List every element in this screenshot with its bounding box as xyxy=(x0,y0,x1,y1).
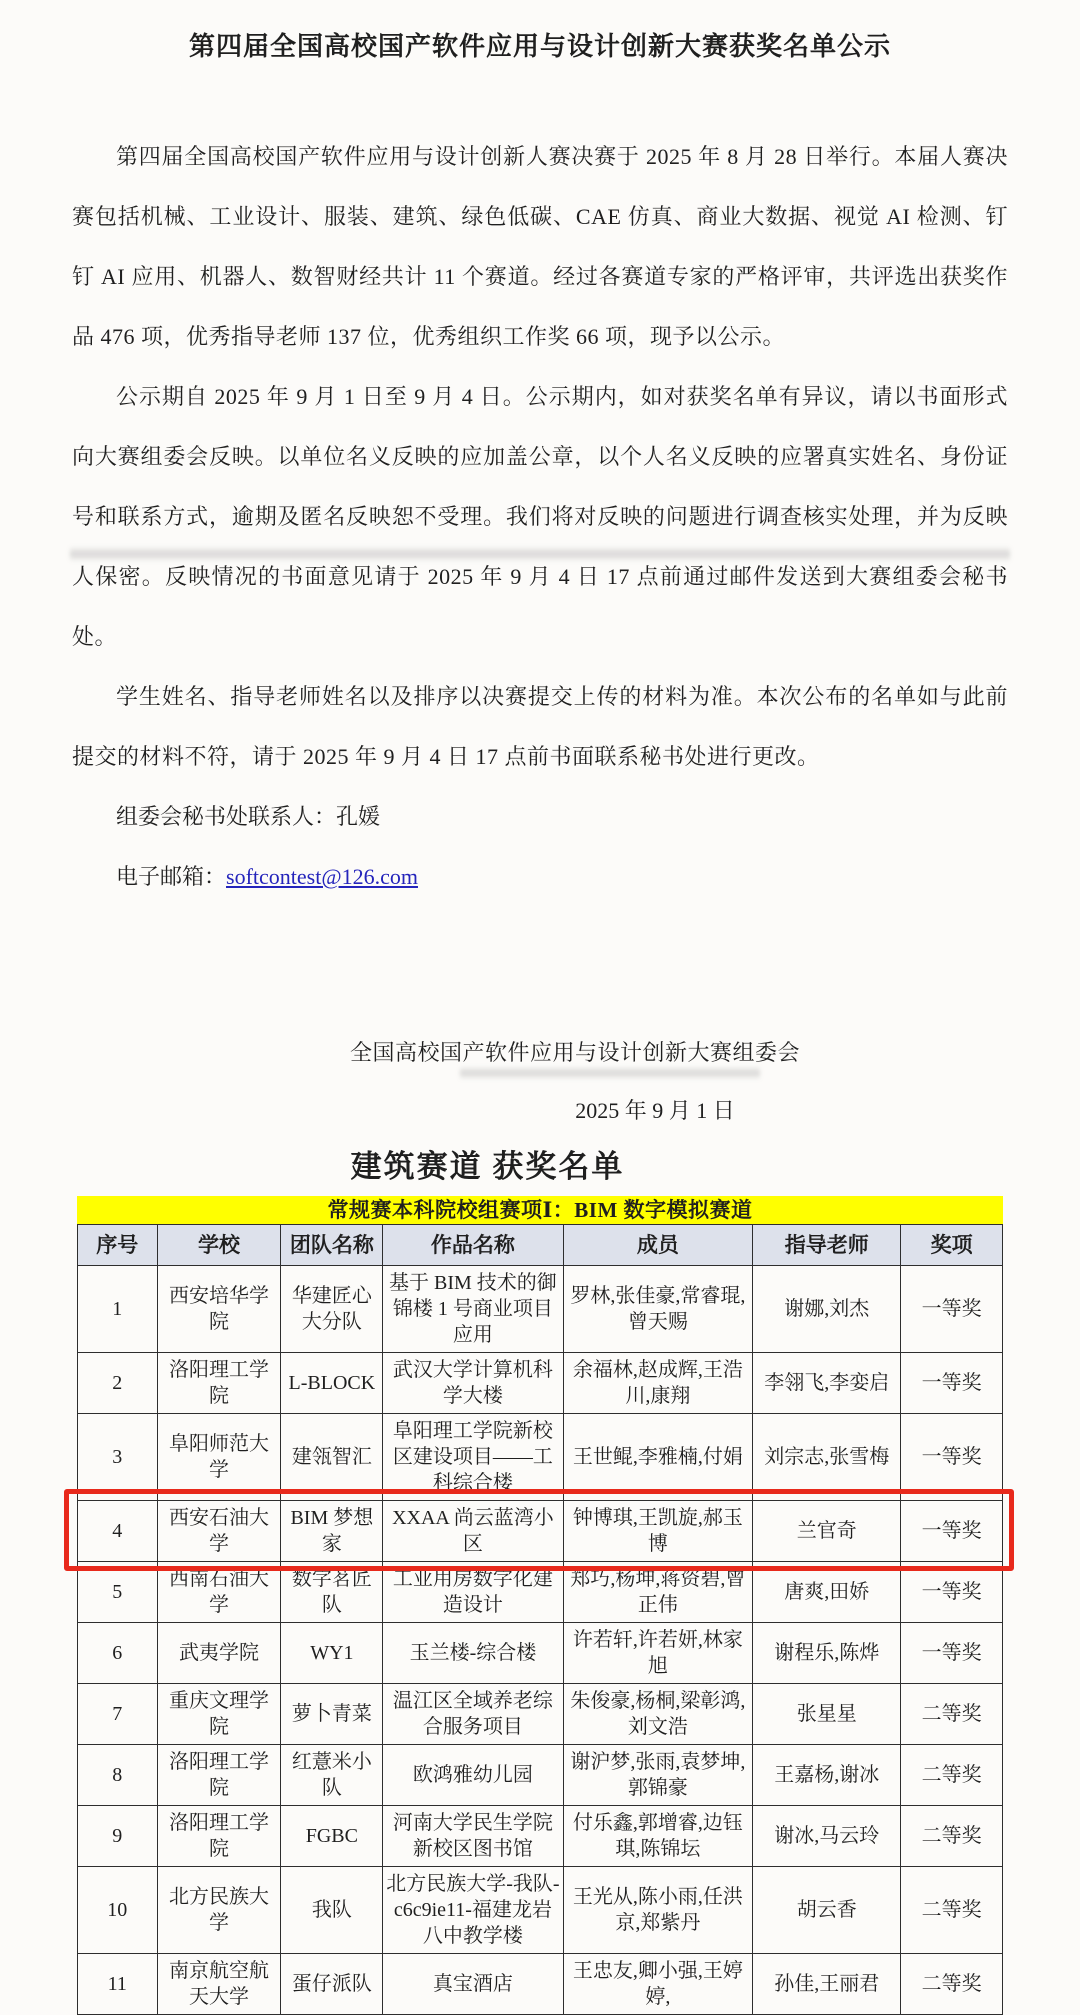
table-banner: 常规赛本科院校组赛项Ⅰ：BIM 数字模拟赛道 xyxy=(77,1196,1003,1224)
table-cell: 11 xyxy=(78,1954,158,2015)
table-cell: 洛阳理工学院 xyxy=(157,1745,281,1806)
email-label: 电子邮箱： xyxy=(116,864,227,889)
table-cell: 9 xyxy=(78,1806,158,1867)
table-cell: 罗林,张佳豪,常睿琨,曾天赐 xyxy=(563,1266,753,1353)
table-cell: 一等奖 xyxy=(901,1501,1003,1562)
table-cell: 欧鸿雅幼儿园 xyxy=(383,1745,563,1806)
table-cell: 钟博琪,王凯旋,郝玉博 xyxy=(563,1501,753,1562)
table-cell: 西安石油大学 xyxy=(157,1501,281,1562)
table-cell: 王光从,陈小雨,任洪京,郑紫丹 xyxy=(563,1867,753,1954)
table-cell: 玉兰楼-综合楼 xyxy=(383,1623,563,1684)
table-body xyxy=(78,1266,1003,2015)
table-cell: 工业用房数字化建造设计 xyxy=(383,1562,563,1623)
table-cell: 洛阳理工学院 xyxy=(157,1806,281,1867)
table-cell: 二等奖 xyxy=(901,1806,1003,1867)
table-row xyxy=(78,1684,1003,1745)
table-cell: WY1 xyxy=(281,1623,383,1684)
table-cell: 一等奖 xyxy=(901,1414,1003,1501)
table-cell: 阜阳理工学院新校区建设项目——工科综合楼 xyxy=(383,1414,563,1501)
paragraph-2: 公示期自 2025 年 9 月 1 日至 9 月 4 日。公示期内，如对获奖名单有异议，请以书面形式向大赛组委会反映。以单位名义反映的应加盖公章，以个人名义反映的应署真实姓名、身份证号和联系方式，逾期及匿名反映恕不受理。我们将对反映的问题进行调查核实处理，并为反映人保密。反映情况的书面意见请于 2025 年 9 月 4 日 17 点前通过邮件发送到大赛组委会秘书处。 xyxy=(72,384,1008,649)
table-header-cell: 团队名称 xyxy=(281,1225,383,1266)
table-row xyxy=(78,1353,1003,1414)
table-cell: 谢冰,马云玲 xyxy=(753,1806,901,1867)
table-cell: 西安培华学院 xyxy=(157,1266,281,1353)
table-header-cell: 序号 xyxy=(78,1225,158,1266)
table-cell: 朱俊豪,杨桐,梁彰鸿,刘文浩 xyxy=(563,1684,753,1745)
table-cell: 北方民族大学 xyxy=(157,1867,281,1954)
table-cell: 阜阳师范大学 xyxy=(157,1414,281,1501)
table-row xyxy=(78,1745,1003,1806)
table-cell: 余福林,赵成辉,王浩川,康翔 xyxy=(563,1353,753,1414)
body-text xyxy=(72,127,1008,907)
table-cell: 张星星 xyxy=(753,1684,901,1745)
table-cell: 蛋仔派队 xyxy=(281,1954,383,2015)
table-cell: 1 xyxy=(78,1266,158,1353)
signature-date: 2025 年 9 月 1 日 xyxy=(575,1098,735,1123)
table-cell: 郑巧,杨坤,蒋资碧,曾正伟 xyxy=(563,1562,753,1623)
table-cell: BIM 梦想家 xyxy=(281,1501,383,1562)
table-cell: FGBC xyxy=(281,1806,383,1867)
table-cell: 洛阳理工学院 xyxy=(157,1353,281,1414)
table-cell: 武夷学院 xyxy=(157,1623,281,1684)
table-cell: 10 xyxy=(78,1867,158,1954)
table-row xyxy=(78,1562,1003,1623)
contact-person-line: 组委会秘书处联系人：孔媛 xyxy=(116,804,381,829)
table-cell: 3 xyxy=(78,1414,158,1501)
table-cell: 王忠友,卿小强,王婷婷, xyxy=(563,1954,753,2015)
table-header-row xyxy=(78,1225,1003,1266)
email-line xyxy=(72,847,1008,907)
table-cell: 河南大学民生学院新校区图书馆 xyxy=(383,1806,563,1867)
table-cell: 唐爽,田娇 xyxy=(753,1562,901,1623)
award-table xyxy=(77,1224,1003,2015)
table-cell: 二等奖 xyxy=(901,1684,1003,1745)
table-header-cell: 奖项 xyxy=(901,1225,1003,1266)
signature-organization: 全国高校国产软件应用与设计创新大赛组委会 xyxy=(349,1040,800,1065)
table-cell: 李翎飞,李娈启 xyxy=(753,1353,901,1414)
table-cell: 基于 BIM 技术的御锦楼 1 号商业项目应用 xyxy=(383,1266,563,1353)
table-cell: 二等奖 xyxy=(901,1954,1003,2015)
table-cell: 数字茗匠队 xyxy=(281,1562,383,1623)
table-cell: 温江区全域养老综合服务项目 xyxy=(383,1684,563,1745)
table-cell: 刘宗志,张雪梅 xyxy=(753,1414,901,1501)
table-cell: 一等奖 xyxy=(901,1353,1003,1414)
table-cell: 谢沪梦,张雨,袁梦坤,郭锦豪 xyxy=(563,1745,753,1806)
table-cell: L-BLOCK xyxy=(281,1353,383,1414)
paragraph-3: 学生姓名、指导老师姓名以及排序以决赛提交上传的材料为准。本次公布的名单如与此前提交的材料不符，请于 2025 年 9 月 4 日 17 点前书面联系秘书处进行更改。 xyxy=(72,684,1008,769)
table-cell: 谢娜,刘杰 xyxy=(753,1266,901,1353)
table-row xyxy=(78,1414,1003,1501)
table-cell: 5 xyxy=(78,1562,158,1623)
table-cell: 重庆文理学院 xyxy=(157,1684,281,1745)
award-table-wrap xyxy=(77,1196,1003,2015)
table-row xyxy=(78,1806,1003,1867)
table-cell: 王世鲲,李雅楠,付娟 xyxy=(563,1414,753,1501)
table-cell: 南京航空航天大学 xyxy=(157,1954,281,2015)
table-row xyxy=(78,1501,1003,1562)
table-cell: 西南石油大学 xyxy=(157,1562,281,1623)
table-cell: 一等奖 xyxy=(901,1266,1003,1353)
section-title: 建筑赛道 获奖名单 xyxy=(350,1149,625,1184)
table-cell: 胡云香 xyxy=(753,1867,901,1954)
table-cell: 萝卜青菜 xyxy=(281,1684,383,1745)
table-cell: XXAA 尚云蓝湾小区 xyxy=(383,1501,563,1562)
table-cell: 真宝酒店 xyxy=(383,1954,563,2015)
table-cell: 付乐鑫,郭增睿,边钰琪,陈锦坛 xyxy=(563,1806,753,1867)
table-row xyxy=(78,1266,1003,1353)
table-cell: 建瓴智汇 xyxy=(281,1414,383,1501)
table-cell: 2 xyxy=(78,1353,158,1414)
table-header-cell: 指导老师 xyxy=(753,1225,901,1266)
page-title: 第四届全国高校国产软件应用与设计创新大赛获奖名单公示 xyxy=(188,32,891,61)
email-link[interactable]: softcontest@126.com xyxy=(226,864,418,889)
table-row xyxy=(78,1954,1003,2015)
table-cell: 武汉大学计算机科学大楼 xyxy=(383,1353,563,1414)
table-cell: 红薏米小队 xyxy=(281,1745,383,1806)
table-cell: 许若轩,许若妍,林家旭 xyxy=(563,1623,753,1684)
table-cell: 二等奖 xyxy=(901,1745,1003,1806)
table-cell: 我队 xyxy=(281,1867,383,1954)
table-cell: 4 xyxy=(78,1501,158,1562)
table-cell: 华建匠心大分队 xyxy=(281,1266,383,1353)
table-cell: 二等奖 xyxy=(901,1867,1003,1954)
table-cell: 一等奖 xyxy=(901,1562,1003,1623)
table-row xyxy=(78,1623,1003,1684)
table-header-cell: 成员 xyxy=(563,1225,753,1266)
table-header-cell: 学校 xyxy=(157,1225,281,1266)
table-cell: 王嘉杨,谢冰 xyxy=(753,1745,901,1806)
table-cell: 6 xyxy=(78,1623,158,1684)
table-cell: 一等奖 xyxy=(901,1623,1003,1684)
table-header-cell: 作品名称 xyxy=(383,1225,563,1266)
table-cell: 谢程乐,陈烨 xyxy=(753,1623,901,1684)
table-cell: 北方民族大学-我队-c6c9ie11-福建龙岩八中教学楼 xyxy=(383,1867,563,1954)
table-cell: 孙佳,王丽君 xyxy=(753,1954,901,2015)
table-cell: 8 xyxy=(78,1745,158,1806)
paragraph-1: 第四届全国高校国产软件应用与设计创新人赛决赛于 2025 年 8 月 28 日举行。本届人赛决赛包括机械、工业设计、服装、建筑、绿色低碳、CAE 仿真、商业大数据、视觉 AI 检测、钉钉 AI 应用、机器人、数智财经共计 11 个赛道。经过各赛道专家的严格评审，共评选出获奖作品 476 项，优秀指导老师 137 位，优秀组织工作奖 66 项，现予以公示。 xyxy=(72,144,1008,349)
table-cell: 兰官奇 xyxy=(753,1501,901,1562)
table-cell: 7 xyxy=(78,1684,158,1745)
